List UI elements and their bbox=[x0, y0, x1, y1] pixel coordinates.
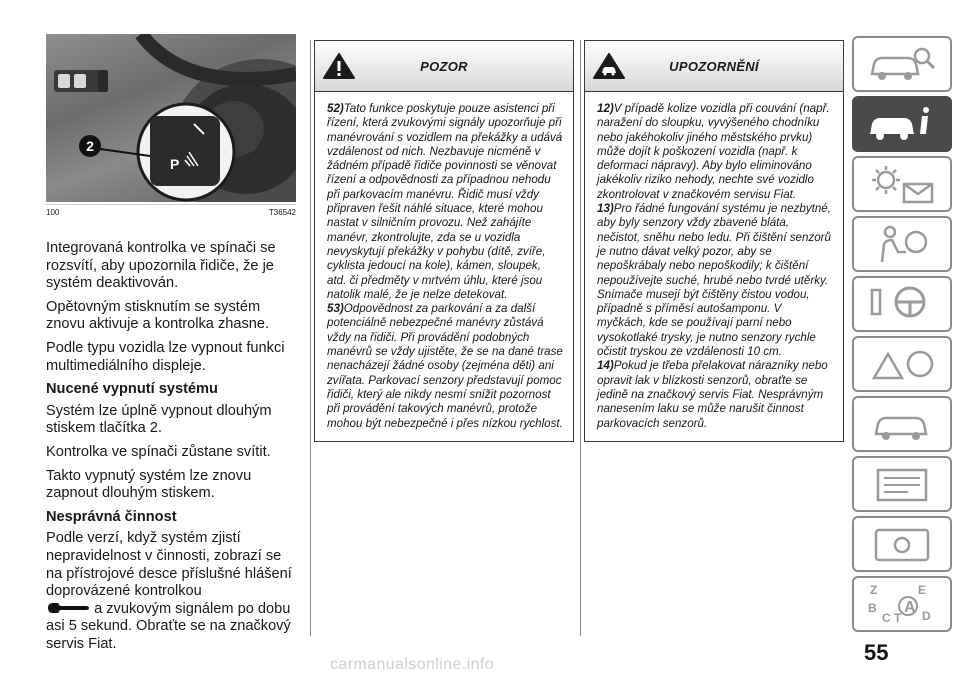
car-service-icon bbox=[864, 402, 940, 446]
tab-multimedia[interactable] bbox=[852, 516, 952, 572]
paragraph: Integrovaná kontrolka ve spínači se rozsvítí, aby upozornila řidiče, že je systém deaktivován. bbox=[46, 240, 276, 292]
car-info-icon bbox=[864, 102, 940, 146]
svg-text:Z: Z bbox=[870, 583, 878, 597]
car-search-icon bbox=[864, 42, 940, 86]
callout-number: 2 bbox=[86, 138, 94, 154]
column-divider bbox=[580, 40, 581, 636]
paragraph-text: Podle verzí, když systém zjistí nepravidelnost v činnosti, zobrazí se na přístrojové desce příslušné hlášení doprovázené kontrolkou bbox=[46, 530, 292, 600]
tab-dashboard-info[interactable] bbox=[852, 96, 952, 152]
page-number: 55 bbox=[864, 640, 889, 665]
tab-maintenance[interactable] bbox=[852, 396, 952, 452]
tab-starting-driving[interactable] bbox=[852, 276, 952, 332]
svg-text:T: T bbox=[894, 611, 902, 625]
multimedia-icon bbox=[864, 522, 940, 566]
figure-caption bbox=[46, 204, 296, 219]
tab-emergency[interactable] bbox=[852, 336, 952, 392]
tab-technical-data[interactable] bbox=[852, 456, 952, 512]
tab-safety[interactable] bbox=[852, 216, 952, 272]
svg-text:C: C bbox=[882, 611, 891, 625]
warning-light-icon bbox=[864, 342, 940, 386]
notice-box-header bbox=[585, 41, 843, 92]
box-title: POZOR bbox=[420, 59, 468, 74]
item-text: Odpovědnost za parkování a za další potenciálně nebezpečné manévry zůstává vždy na řidiči. Při provádění podobných manévrů se vždy ujistěte, že se na dané trase nenacházejí žádné osoby (zejména děti) ani zvířata. Parkovací senzory představují pomoc řidiči, který ale nikdy nesmí snížit pozornost při provádění takových manévrů, protože mohou být nebezpečné i přes nízkou rychlost. bbox=[327, 302, 563, 430]
warning-item bbox=[327, 302, 563, 431]
dashboard-photo bbox=[46, 34, 296, 202]
figure-number: 100 bbox=[46, 208, 60, 217]
paragraph: Takto vypnutý systém lze znovu zapnout dlouhým stiskem. bbox=[46, 467, 252, 502]
item-text: Pro řádné fungování systému je nezbytné, aby byly senzory vždy zbavené bláta, nečistot, sněhu nebo ledu. Při čištění senzorů je nutno dávat velký pozor, aby se nepoškrábaly nebo nepoškodily; k čištění nepoužívejte suché, hrubé nebo tvrdé utěrky. Snímače musejí být čištěny čistou vodou, případně s příměsí autošamponu. V myčkách, kde se používají parní nebo vysokotlaké trysky, je nutno senzory rychle očistit tryskou ze vzdálenosti 10 cm. bbox=[597, 202, 831, 359]
column-divider bbox=[310, 40, 311, 636]
figure-code: T36542 bbox=[268, 208, 296, 217]
item-number: 13) bbox=[597, 202, 614, 216]
warning-box-pozor bbox=[314, 40, 574, 442]
svg-text:D: D bbox=[922, 609, 931, 623]
paragraph-text: a zvukovým signálem po dobu asi 5 sekund. Obraťte se na značkový servis Fiat. bbox=[46, 600, 291, 652]
paragraph: Systém lze úplně vypnout dlouhým stiskem tlačítka 2. bbox=[46, 402, 272, 437]
item-number: 53) bbox=[327, 302, 344, 316]
steering-wheel-icon bbox=[864, 282, 940, 326]
warning-item bbox=[327, 102, 563, 302]
warning-box-header bbox=[315, 41, 573, 92]
index-letters-icon bbox=[864, 582, 940, 626]
svg-text:B: B bbox=[868, 601, 877, 615]
paragraph: Podle typu vozidla lze vypnout funkci multimediálního displeje. bbox=[46, 339, 285, 374]
notice-item bbox=[597, 102, 833, 202]
paragraph: Opětovným stisknutím se systém znovu aktivuje a kontrolka zhasne. bbox=[46, 298, 270, 333]
item-number: 12) bbox=[597, 102, 614, 115]
notice-item bbox=[597, 359, 833, 430]
item-number: 14) bbox=[597, 359, 614, 373]
tab-vehicle-knowledge[interactable] bbox=[852, 36, 952, 92]
airbag-icon bbox=[864, 222, 940, 266]
paragraph bbox=[46, 530, 298, 653]
technical-data-icon bbox=[864, 462, 940, 506]
section-heading: Nesprávná činnost bbox=[46, 508, 177, 525]
notice-item bbox=[597, 202, 833, 359]
parking-button-glyph: P bbox=[170, 156, 180, 172]
item-text: V případě kolize vozidla při couvání (např. naražení do sloupku, vyvýšeného chodníku nebo jakéhokoliv jiného městského prvku) může dojít k poškození vozidla (např. k deformaci nápravy). Aby bylo eliminováno jakékoliv riziko nehody, nechte své vozidlo zkontrolovat v značkovém servisu Fiat. bbox=[597, 102, 830, 201]
watermark: carmanualsonline.info bbox=[330, 656, 495, 673]
left-text-column bbox=[46, 240, 298, 653]
section-heading: Nucené vypnutí systému bbox=[46, 381, 218, 398]
item-text: Pokud je třeba přelakovat nárazníky nebo opravit lak v blízkosti senzorů, obraťte se jedině na značkový servis Fiat. Nesprávným nanesením laku se může narušit činnost parkovacích senzorů. bbox=[597, 359, 828, 430]
notice-box-body bbox=[585, 92, 843, 441]
paragraph: Kontrolka ve spínači zůstane svítit. bbox=[46, 443, 271, 460]
warning-box-body bbox=[315, 92, 573, 441]
sun-envelope-icon bbox=[864, 162, 940, 206]
tab-lights[interactable] bbox=[852, 156, 952, 212]
box-title: UPOZORNĚNÍ bbox=[669, 59, 759, 74]
item-number: 52) bbox=[327, 102, 344, 115]
notice-box-upozorneni bbox=[584, 40, 844, 442]
item-text: Tato funkce poskytuje pouze asistenci při řízení, která zvukovými signály upozorňuje při manévrování s vozidlem na překážky a udává vzdálenost od nich. Nezbavuje nicméně v žádném případě řidiče povinnosti se věnovat řízení a odpovědnosti za případnou nehodu při parkovacím manévru. Řidič musí vždy připraven řešit náhlé situace, které mohou nastat v silničním provozu. Než zahájíte manévr, zkontrolujte, zda se u vozidla nevyskytují překážky v pohybu (dítě, zvíře, cyklista jedoucí na kole), kámen, sloupek, atd. či předměty v mrtvém úhlu, které jsou natolik malé, že je nelze detekovat. bbox=[327, 102, 563, 301]
wrench-icon bbox=[46, 602, 90, 614]
dashboard-illustration bbox=[46, 34, 296, 202]
tab-index[interactable] bbox=[852, 576, 952, 632]
svg-text:A: A bbox=[904, 599, 916, 616]
svg-text:E: E bbox=[918, 583, 927, 597]
